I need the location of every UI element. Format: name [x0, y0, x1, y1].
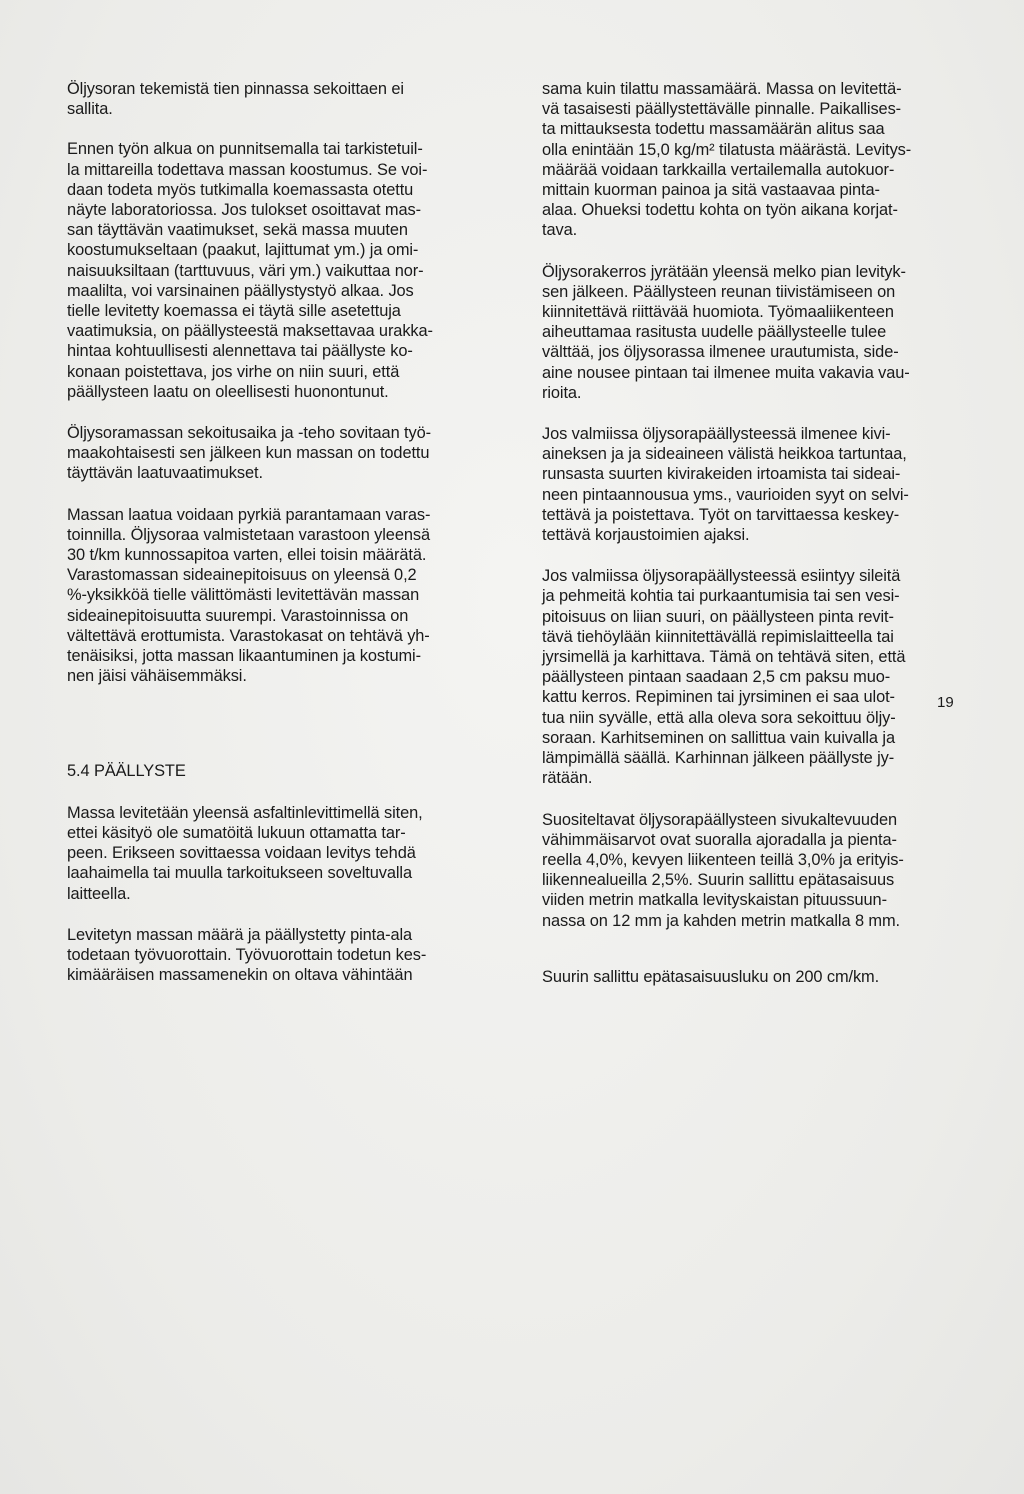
page-number: 19	[937, 694, 954, 711]
paragraph-left-5: Massa levitetään yleensä asfaltinlevittimellä siten, ettei käsityö ole sumatöitä lukuun ottamatta tar- peen. Erikseen sovittaessa voidaan levitys tehdä laahaimella tai muulla tarkoitukseen soveltuvalla laitteella.	[67, 803, 423, 903]
paragraph-left-6: Levitetyn massan määrä ja päällystetty pinta-ala todetaan työvuorottain. Työvuorottain todetun kes- kimääräisen massamenekin on oltava vähintään	[67, 925, 427, 985]
paragraph-right-5: Suositeltavat öljysorapäällysteen sivukaltevuuden vähimmäisarvot ovat suoralla ajoradalla ja pienta- reella 4,0%, kevyen liikenteen teillä 3,0% ja erityis- liikennealueilla 2,5%. Suurin sallittu epätasaisuus viiden metrin matkalla levityskaistan pituussuun- nassa on 12 mm ja kahden metrin matkalla 8 mm.	[542, 810, 904, 930]
left-column	[67, 79, 465, 985]
paragraph-left-1: Öljysoran tekemistä tien pinnassa sekoittaen ei sallita.	[67, 80, 404, 119]
paragraph-left-2: Ennen työn alkua on punnitsemalla tai tarkistetuil- la mittareilla todettava massan koostumus. Se voi- daan todeta myös tutkimalla koemassasta otettu näyte laboratoriossa. Jos tulokset osoittavat mas- san täyttävän vaatimukset, sekä massa muuten koostumukseltaan (paakut, lajittumat ym.) ja omi- naisuuksiltaan (tarttuvuus, väri ym.) vaikuttaa nor- maalilta, voi varsinainen päällystystyö alkaa. Jos tielle levitetty koemassa ei täytä sille asetettuja vaatimuksia, on päällysteestä maksettavaa urakka- hintaa kohtuullisesti alennettava tai päällyste ko- konaan poistettava, jos virhe on niin suuri, että päällysteen laatu on oleellisesti huonontunut.	[67, 140, 433, 401]
paragraph-right-4: Jos valmiissa öljysorapäällysteessä esiintyy sileitä ja pehmeitä kohtia tai purkaantumisia tai sen vesi- pitoisuus on liian suuri, on päällysteen pinta revit- tävä tiehöylään kiinnitettävällä repimislaitteella tai jyrsimellä ja karhittava. Tämä on tehtävä siten, että päällysteen pintaan saadaan 2,5 cm paksu muo- kattu kerros. Repiminen tai jyrsiminen ei saa ulot- tua niin syvälle, että alla oleva sora sekoittuu öljy- soraan. Karhitseminen on sallittua vain kuivalla ja lämpimällä säällä. Karhinnan jälkeen päällyste jy- rätään.	[542, 567, 906, 788]
paragraph-right-3: Jos valmiissa öljysorapäällysteessä ilmenee kivi- aineksen ja ja sideaineen välistä heikkoa tartuntaa, runsasta suurten kivirakeiden irtoamista tai sideai- neen pintaannousua yms., vaurioiden syyt on selvi- tettävä ja poistettava. Työt on tarvittaessa keskey- tettävä korjaustoimien ajaksi.	[542, 425, 909, 545]
paragraph-right-1: sama kuin tilattu massamäärä. Massa on levitettä- vä tasaisesti päällystettävälle pinnalle. Paikallises- ta mittauksesta todettu massamäärän alitus saa olla enintään 15,0 kg/m² tilatusta määrästä. Levitys- määrää voidaan tarkkailla vertailemalla autokuor- mittain kuorman painoa ja sitä vastaavaa pinta- alaa. Ohueksi todettu kohta on työn aikana korjat- tava.	[542, 80, 912, 240]
section-heading: 5.4 PÄÄLLYSTE	[67, 762, 186, 781]
paragraph-right-6: Suurin sallittu epätasaisuusluku on 200 cm/km.	[542, 967, 880, 986]
right-column	[542, 79, 958, 987]
paragraph-left-4: Massan laatua voidaan pyrkiä parantamaan varas- toinnilla. Öljysoraa valmistetaan varastoon yleensä 30 t/km kunnossapitoa varten, ellei toisin määrätä. Varastomassan sideainepitoisuus on yleensä 0,2 %-yksikköä tielle välittömästi levitettävän massan sideainepitoisuutta suurempi. Varastoinnissa on vältettävä erottumista. Varastokasat on tehtävä yh- tenäisiksi, jotta massan likaantuminen ja kostumi- nen jäisi vähäisemmäksi.	[67, 505, 431, 686]
paragraph-left-3: Öljysoramassan sekoitusaika ja -teho sovitaan työ- maakohtaisesti sen jälkeen kun massan on todettu täyttävän laatuvaatimukset.	[67, 424, 431, 483]
paragraph-right-2: Öljysorakerros jyrätään yleensä melko pian levityk- sen jälkeen. Päällysteen reunan tiivistämiseen on kiinnitettävä riittävää huomiota. Työmaaliikenteen aiheuttamaa rasitusta uudelle päällysteelle tulee välttää, jos öljysorassa ilmenee urautumista, side- aine nousee pintaan tai ilmenee muita vakavia vau- rioita.	[542, 262, 910, 402]
